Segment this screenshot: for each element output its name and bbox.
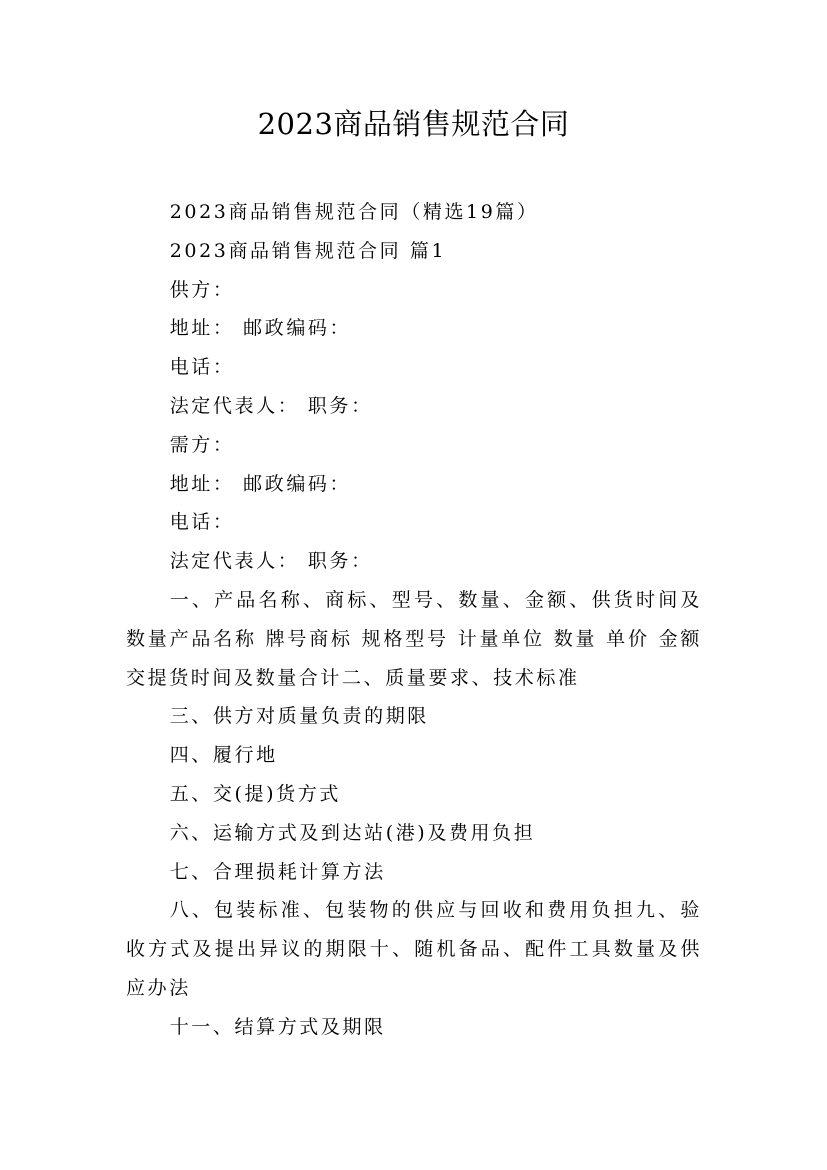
paragraph-clause-7: 七、合理损耗计算方法 [169, 860, 386, 883]
paragraph-buyer-address: 地址： 邮政编码： [169, 472, 352, 495]
paragraph-buyer-representative: 法定代表人： 职务： [169, 550, 373, 573]
paragraph-clause-11: 十一、结算方式及期限 [169, 1015, 386, 1038]
paragraph-section-heading: 2023商品销售规范合同 篇1 [169, 239, 447, 262]
paragraph-buyer: 需方： [169, 433, 235, 456]
paragraph-clause-4: 四、履行地 [169, 744, 278, 767]
paragraph-buyer-phone: 电话： [169, 511, 235, 534]
paragraph-clause-1: 一、产品名称、商标、型号、数量、金额、供货时间及数量产品名称 牌号商标 规格型号 计量单位 数量 单价 金额交提货时间及数量合计二、质量要求、技术标准 [126, 588, 702, 689]
paragraph-clause-6: 六、运输方式及到达站(港)及费用负担 [169, 821, 536, 844]
paragraph-supplier-representative: 法定代表人： 职务： [169, 394, 373, 417]
paragraph-supplier: 供方： [169, 278, 235, 301]
paragraph-clause-5: 五、交(提)货方式 [169, 782, 341, 805]
document-body [126, 193, 702, 1047]
paragraph-clause-8: 八、包装标准、包装物的供应与回收和费用负担九、验收方式及提出异议的期限十、随机备品、配件工具数量及供应办法 [126, 899, 702, 999]
document-title: 2023商品销售规范合同 [257, 107, 570, 141]
paragraph-supplier-phone: 电话： [169, 356, 235, 379]
paragraph-supplier-address: 地址： 邮政编码： [169, 317, 352, 340]
paragraph-subtitle: 2023商品销售规范合同（精选19篇） [169, 201, 539, 223]
paragraph-clause-3: 三、供方对质量负责的期限 [169, 705, 429, 728]
